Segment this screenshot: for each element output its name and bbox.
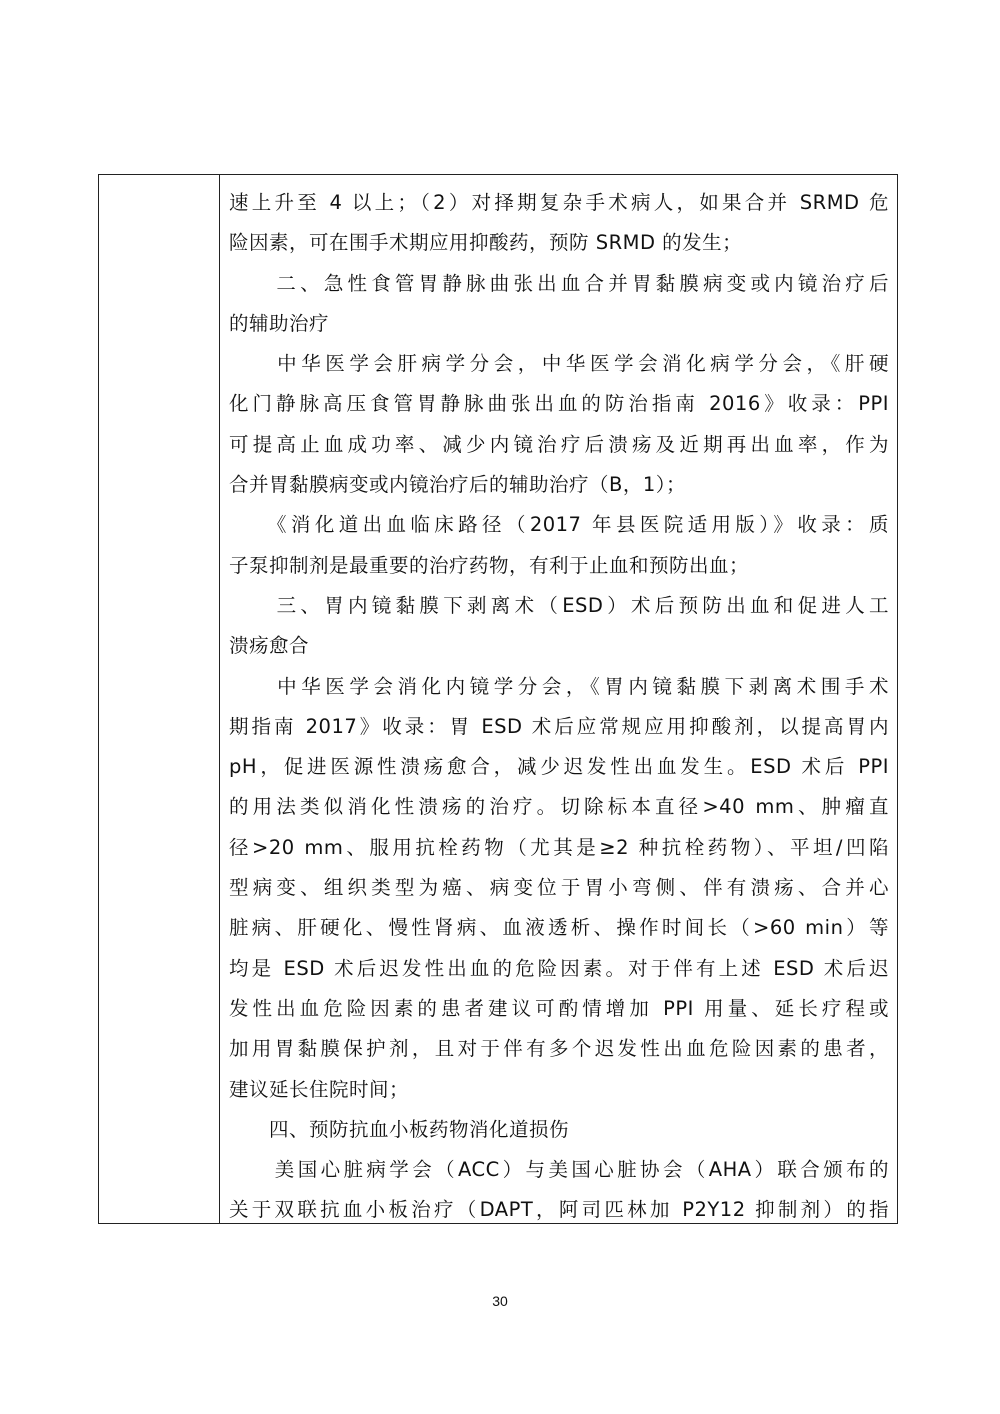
text-line: 型病变、组织类型为癌、病变位于胃小弯侧、伴有溃疡、合并心	[229, 876, 889, 900]
section-heading: 溃疡愈合	[229, 634, 310, 658]
text-line: 建议延长住院时间；	[229, 1077, 410, 1101]
table-text-cell	[229, 183, 889, 1231]
text-line: 子泵抑制剂是最重要的治疗药物，有利于止血和预防出血；	[229, 553, 750, 577]
text-line: 可提高止血成功率、减少内镜治疗后溃疡及近期再出血率，作为	[229, 432, 889, 456]
section-heading: 的辅助治疗	[229, 311, 330, 335]
text-line: 美国心脏病学会（ACC）与美国心脏协会（AHA）联合颁布的	[229, 1158, 889, 1182]
text-line: 径>20 mm、服用抗栓药物（尤其是≥2 种抗栓药物）、平坦/凹陷	[229, 835, 889, 859]
section-heading: 四、预防抗血小板药物消化道损伤	[229, 1117, 570, 1141]
text-line: 脏病、肝硬化、慢性肾病、血液透析、操作时间长（>60 min）等	[229, 916, 889, 940]
text-line: 加用胃黏膜保护剂，且对于伴有多个迟发性出血危险因素的患者，	[229, 1037, 889, 1061]
text-line: 险因素，可在围手术期应用抑酸药，预防 SRMD 的发生；	[229, 231, 743, 255]
section-heading: 三、胃内镜黏膜下剥离术（ESD）术后预防出血和促进人工	[229, 593, 889, 617]
text-line: 的用法类似消化性溃疡的治疗。切除标本直径>40 mm、肿瘤直	[229, 795, 889, 819]
section-heading: 二、急性食管胃静脉曲张出血合并胃黏膜病变或内镜治疗后	[229, 271, 889, 295]
text-line: 速上升至 4 以上；（2）对择期复杂手术病人，如果合并 SRMD 危	[229, 191, 889, 214]
text-line: 《消化道出血临床路径（2017 年县医院适用版）》收录：质	[229, 513, 889, 537]
text-line: pH，促进医源性溃疡愈合，减少迟发性出血发生。ESD 术后 PPI	[229, 755, 889, 779]
page-number: 30	[492, 1293, 508, 1309]
text-line: 合并胃黏膜病变或内镜治疗后的辅助治疗（B，1）；	[229, 473, 687, 497]
text-line: 期指南 2017》收录：胃 ESD 术后应常规应用抑酸剂，以提高胃内	[229, 714, 889, 738]
text-line: 关于双联抗血小板治疗（DAPT，阿司匹林加 P2Y12 抑制剂）的指	[229, 1198, 889, 1222]
text-line: 中华医学会肝病学分会，中华医学会消化病学分会，《肝硬	[229, 352, 889, 376]
column-divider	[219, 175, 220, 1223]
content-table	[98, 174, 898, 1224]
text-line: 中华医学会消化内镜学分会，《胃内镜黏膜下剥离术围手术	[229, 674, 889, 698]
text-line: 发性出血危险因素的患者建议可酌情增加 PPI 用量、延长疗程或	[229, 996, 889, 1020]
text-line: 化门静脉高压食管胃静脉曲张出血的防治指南 2016》收录：PPI	[229, 392, 889, 416]
text-line: 均是 ESD 术后迟发性出血的危险因素。对于伴有上述 ESD 术后迟	[229, 956, 889, 980]
